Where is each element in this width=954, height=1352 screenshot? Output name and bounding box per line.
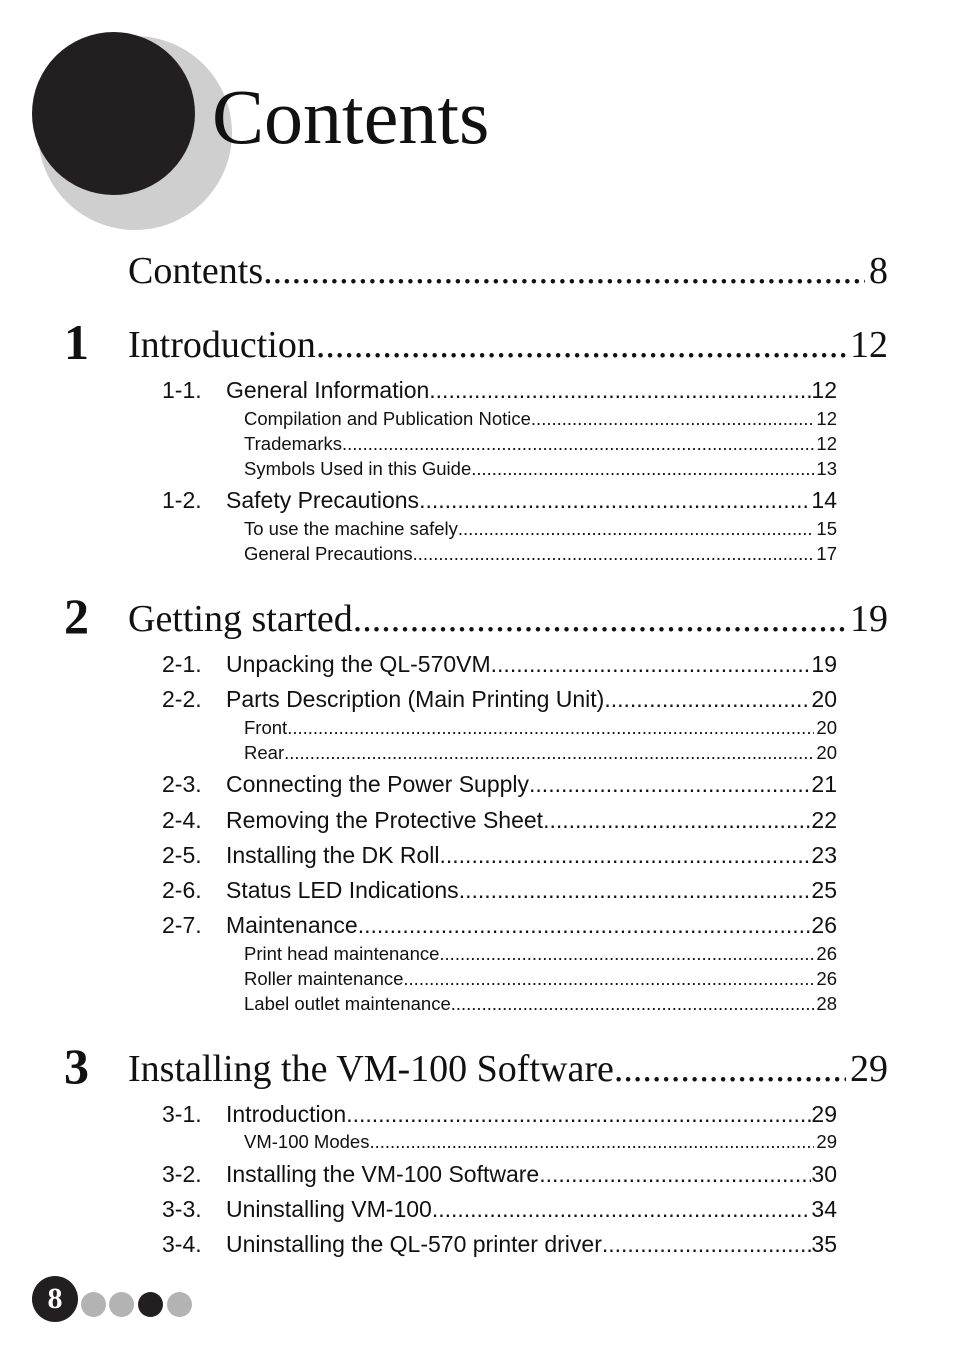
toc-entry-title: Trademarks xyxy=(244,433,343,454)
toc-entry-page: 25 xyxy=(811,877,837,903)
toc-entry-page: 34 xyxy=(811,1196,837,1222)
nav-dot-2 xyxy=(109,1292,134,1317)
section-number: 1-2. xyxy=(162,487,202,513)
toc-entry-title: To use the machine safely xyxy=(244,518,458,539)
dot-leader xyxy=(432,1196,812,1223)
nav-dot-3 xyxy=(138,1292,163,1317)
dot-leader xyxy=(458,518,815,540)
nav-dot-4 xyxy=(167,1292,192,1317)
section-number: 2-3. xyxy=(162,771,202,797)
dot-leader xyxy=(403,968,814,990)
toc-entry-page: 19 xyxy=(850,598,888,640)
section-number: 2-7. xyxy=(162,912,202,938)
toc-entry-section[interactable] xyxy=(162,377,837,405)
toc-entry-section[interactable] xyxy=(162,1196,837,1224)
toc-entry-subsection[interactable] xyxy=(244,717,837,739)
nav-dot-1 xyxy=(81,1292,106,1317)
toc-entry-section[interactable] xyxy=(162,686,837,714)
toc-entry-title: Maintenance xyxy=(226,912,358,938)
dot-leader xyxy=(284,742,814,764)
toc-entry-page: 13 xyxy=(816,458,837,479)
toc-entry-title: Safety Precautions xyxy=(226,487,420,513)
toc-entry-section[interactable] xyxy=(162,1161,837,1189)
toc-entry-subsection[interactable] xyxy=(244,518,837,540)
toc-entry-title: Symbols Used in this Guide xyxy=(244,458,472,479)
section-number: 3-1. xyxy=(162,1101,202,1127)
dot-leader xyxy=(451,993,815,1015)
toc-entry-page: 12 xyxy=(811,377,837,403)
dot-leader xyxy=(543,807,811,834)
chapter-number: 3 xyxy=(64,1038,89,1094)
toc-entry-title: Getting started xyxy=(128,598,353,640)
toc-entry-subsection[interactable] xyxy=(244,1131,837,1153)
toc-entry-page: 35 xyxy=(811,1231,837,1257)
toc-entry-page: 20 xyxy=(811,686,837,712)
toc-entry-subsection[interactable] xyxy=(244,543,837,565)
toc-entry-title: Parts Description (Main Printing Unit) xyxy=(226,686,605,712)
toc-entry-page: 23 xyxy=(811,842,837,868)
section-number: 2-4. xyxy=(162,807,202,833)
toc-entry-title: Front xyxy=(244,717,288,738)
chapter-number: 1 xyxy=(64,314,89,370)
dot-leader xyxy=(471,458,814,480)
dot-leader xyxy=(614,1047,846,1091)
section-number: 1-1. xyxy=(162,377,202,403)
toc-entry-title: Uninstalling the QL-570 printer driver xyxy=(226,1231,602,1257)
toc-entry-chapter[interactable] xyxy=(128,1047,888,1091)
toc-entry-page: 14 xyxy=(811,487,837,513)
section-number: 2-6. xyxy=(162,877,202,903)
dot-leader xyxy=(369,1131,814,1153)
toc-entry-title: Installing the VM-100 Software xyxy=(128,1048,614,1090)
toc-entry-section[interactable] xyxy=(162,651,837,679)
toc-entry-subsection[interactable] xyxy=(244,968,837,990)
dot-leader xyxy=(491,651,812,678)
dot-leader xyxy=(602,1231,812,1258)
toc-entry-section[interactable] xyxy=(162,877,837,905)
section-number: 3-3. xyxy=(162,1196,202,1222)
dot-leader xyxy=(604,686,811,713)
toc-entry-page: 12 xyxy=(850,324,888,366)
toc-entry-title: Contents xyxy=(128,250,264,292)
toc-entry-page: 21 xyxy=(811,771,837,797)
toc-entry-title: Roller maintenance xyxy=(244,968,404,989)
toc-entry-title: Connecting the Power Supply xyxy=(226,771,530,797)
page-title: Contents xyxy=(212,73,490,160)
dot-leader xyxy=(440,842,812,869)
page-number-badge: 8 xyxy=(32,1276,78,1322)
dot-leader xyxy=(287,717,814,739)
toc-entry-title: General Information xyxy=(226,377,430,403)
toc-entry-title: Installing the VM-100 Software xyxy=(226,1161,540,1187)
toc-entry-page: 26 xyxy=(816,943,837,964)
toc-entry-page: 26 xyxy=(816,968,837,989)
dot-leader xyxy=(419,487,811,514)
toc-entry-title: Removing the Protective Sheet xyxy=(226,807,544,833)
toc-entry-title: Status LED Indications xyxy=(226,877,459,903)
toc-entry-subsection[interactable] xyxy=(244,408,837,430)
toc-entry-title: Installing the DK Roll xyxy=(226,842,440,868)
section-number: 3-2. xyxy=(162,1161,202,1187)
toc-entry-page: 22 xyxy=(811,807,837,833)
toc-entry-title: Introduction xyxy=(226,1101,347,1127)
toc-entry-page: 12 xyxy=(816,408,837,429)
dot-leader xyxy=(529,771,811,798)
toc-entry-section[interactable] xyxy=(162,842,837,870)
toc-entry-title: Label outlet maintenance xyxy=(244,993,451,1014)
toc-entry-section[interactable] xyxy=(162,1231,837,1259)
toc-entry-page: 29 xyxy=(850,1048,888,1090)
toc-entry-page: 30 xyxy=(811,1161,837,1187)
chapter-number: 2 xyxy=(64,588,89,644)
toc-entry-page: 19 xyxy=(811,651,837,677)
toc-entry-page: 8 xyxy=(869,250,888,292)
toc-entry-section[interactable] xyxy=(162,912,837,940)
toc-entry-page: 20 xyxy=(816,717,837,738)
toc-entry-page: 15 xyxy=(816,518,837,539)
toc-entry-page: 20 xyxy=(816,742,837,763)
dot-leader xyxy=(531,408,815,430)
dot-leader xyxy=(263,249,865,293)
toc-entry-section[interactable] xyxy=(162,771,837,799)
section-number: 2-2. xyxy=(162,686,202,712)
dot-leader xyxy=(342,433,814,455)
toc-entry-page: 12 xyxy=(816,433,837,454)
toc-entry-title: Uninstalling VM-100 xyxy=(226,1196,432,1222)
toc-entry-title: General Precautions xyxy=(244,543,413,564)
dot-leader xyxy=(346,1101,811,1128)
dot-leader xyxy=(316,323,846,367)
toc-entry-subsection[interactable] xyxy=(244,458,837,480)
toc-entry-title: Print head maintenance xyxy=(244,943,440,964)
toc-entry-page: 29 xyxy=(816,1131,837,1152)
toc-entry-title: Unpacking the QL-570VM xyxy=(226,651,491,677)
toc-entry-section[interactable] xyxy=(162,1101,837,1129)
toc-entry-chapter[interactable] xyxy=(128,323,888,367)
toc-entry-title: Introduction xyxy=(128,324,316,366)
dot-leader xyxy=(353,597,846,641)
toc-entry-section[interactable] xyxy=(162,807,837,835)
dot-leader xyxy=(539,1161,811,1188)
toc-entry-contents[interactable] xyxy=(128,249,888,293)
toc-entry-subsection[interactable] xyxy=(244,742,837,764)
section-number: 3-4. xyxy=(162,1231,202,1257)
section-number: 2-1. xyxy=(162,651,202,677)
toc-entry-title: VM-100 Modes xyxy=(244,1131,370,1152)
dot-leader xyxy=(459,877,812,904)
toc-entry-subsection[interactable] xyxy=(244,433,837,455)
toc-entry-subsection[interactable] xyxy=(244,943,837,965)
toc-entry-page: 26 xyxy=(811,912,837,938)
toc-entry-chapter[interactable] xyxy=(128,597,888,641)
toc-entry-page: 17 xyxy=(816,543,837,564)
toc-entry-page: 29 xyxy=(811,1101,837,1127)
dot-leader xyxy=(358,912,812,939)
dot-leader xyxy=(413,543,815,565)
toc-entry-title: Rear xyxy=(244,742,285,763)
toc-entry-subsection[interactable] xyxy=(244,993,837,1015)
toc-entry-section[interactable] xyxy=(162,487,837,515)
dot-leader xyxy=(429,377,811,404)
dot-leader xyxy=(439,943,814,965)
toc-entry-page: 28 xyxy=(816,993,837,1014)
header-circle xyxy=(32,32,195,195)
toc-entry-title: Compilation and Publication Notice xyxy=(244,408,531,429)
section-number: 2-5. xyxy=(162,842,202,868)
